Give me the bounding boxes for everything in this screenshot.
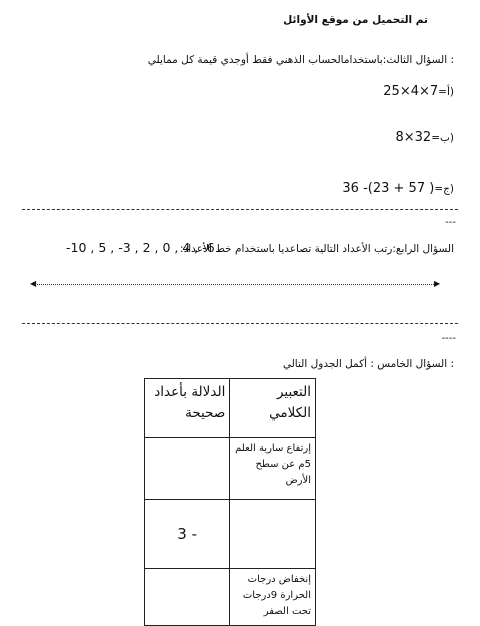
item-b-expression: 8×32 — [395, 130, 432, 145]
number-line-left-arrow-icon: ◀ — [30, 279, 37, 288]
question-4-numbers: -10 , 5 , -3 , 2 , 0 , 4 , -6 — [66, 240, 215, 255]
item-c-label: =ج) — [434, 183, 454, 195]
question-4-prompt: السؤال الرابع:رتب الأعداد التالية تصاعديا باستخدام خط الأعداد: — [180, 243, 454, 255]
number-line — [34, 284, 438, 285]
question-3-prompt: : السؤال الثالث:باستخدامالحساب الذهني فقط أوجدي قيمة كل ممايلي — [147, 54, 454, 66]
dashed-separator-2 — [22, 323, 458, 324]
row-2-verbal-answer[interactable] — [230, 500, 316, 569]
separator-2-tail: ---- — [441, 333, 456, 344]
completion-table — [144, 378, 316, 626]
separator-1-tail: --- — [445, 217, 456, 228]
row-3-integer-answer[interactable] — [145, 569, 230, 626]
question-5-prompt: : السؤال الخامس : أكمل الجدول التالي — [282, 358, 454, 370]
item-b-label: =ب) — [431, 132, 454, 144]
page-header: تم التحميل من موقع الأوائل — [283, 14, 428, 26]
table-row — [145, 569, 316, 626]
row-1-integer-answer[interactable] — [145, 438, 230, 500]
row-2-integer: 3 - — [145, 500, 230, 569]
question-3-item-b — [395, 126, 454, 145]
item-c-expression: 36 -(23 + 57 ) — [342, 181, 435, 196]
item-a-expression: 25×4×7 — [383, 84, 439, 99]
question-3-item-a — [383, 80, 454, 99]
row-3-verbal: إنخفاض درجات الحرارة 9درجات تحت الصفر — [230, 569, 316, 626]
header-verbal-expression: التعبير الكلامي — [230, 379, 316, 438]
item-a-label: =أ) — [438, 86, 454, 98]
question-3-item-c — [342, 177, 454, 196]
dashed-separator-1 — [22, 209, 458, 210]
row-1-verbal: إرتفاع سارية العلم 5م عن سطح الأرض — [230, 438, 316, 500]
table-row — [145, 500, 316, 569]
number-line-right-arrow-icon: ▶ — [434, 279, 441, 288]
table-header-row — [145, 379, 316, 438]
header-integer-representation: الدلالة بأعداد صحيحة — [145, 379, 230, 438]
table-row — [145, 438, 316, 500]
